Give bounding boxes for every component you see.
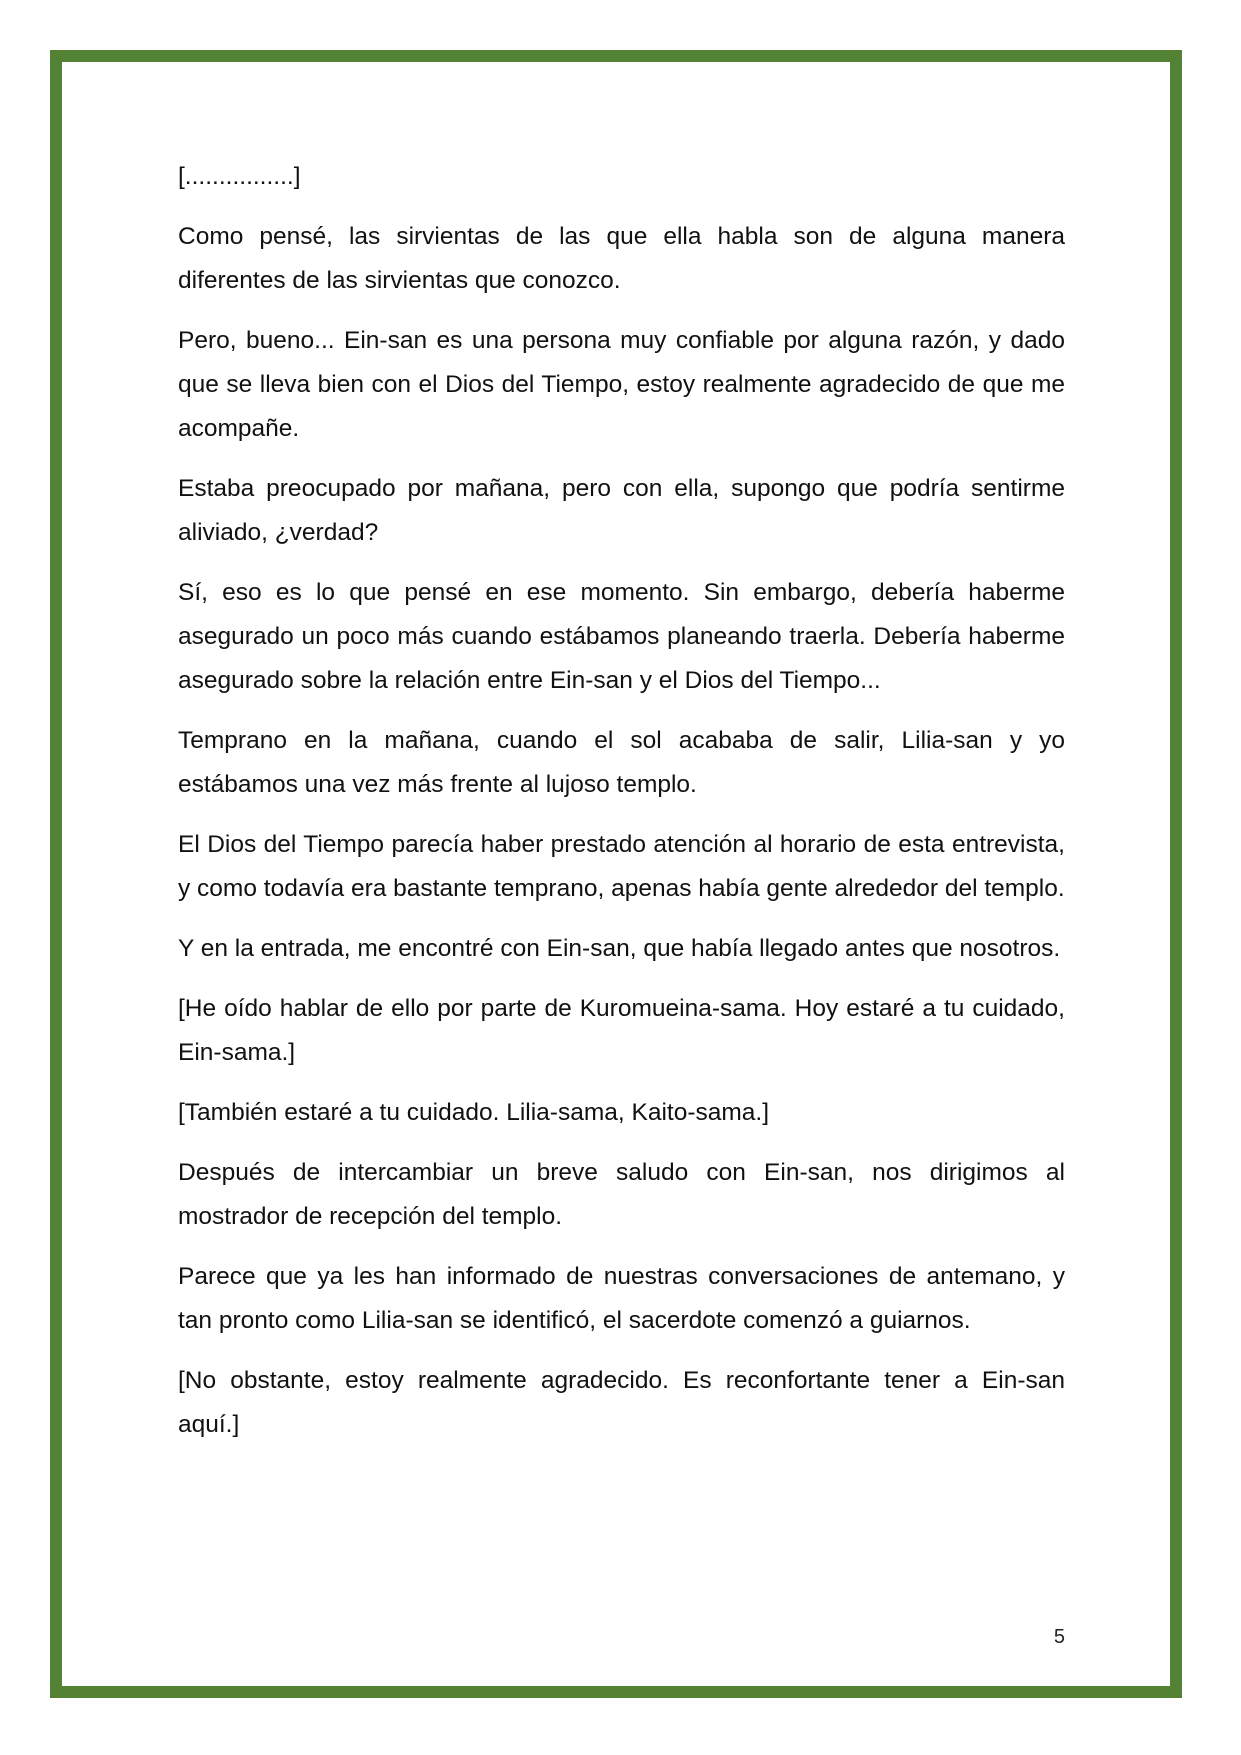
paragraph-6: Temprano en la mañana, cuando el sol acababa de salir, Lilia-san y yo estábamos una vez más frente al lujoso templo. — [178, 727, 1065, 798]
paragraph-4: Estaba preocupado por mañana, pero con ella, supongo que podría sentirme aliviado, ¿verdad? — [178, 475, 1065, 546]
paragraph-13: [No obstante, estoy realmente agradecido. Es reconfortante tener a Ein-san aquí.] — [178, 1367, 1065, 1438]
paragraph-11: Después de intercambiar un breve saludo con Ein-san, nos dirigimos al mostrador de recepción del templo. — [178, 1159, 1065, 1230]
paragraph-1: [................] — [178, 163, 301, 190]
paragraph-9: [He oído hablar de ello por parte de Kuromueina-sama. Hoy estaré a tu cuidado, Ein-sama.] — [178, 995, 1065, 1066]
paragraph-7: El Dios del Tiempo parecía haber prestado atención al horario de esta entrevista, y como todavía era bastante temprano, apenas había gente alrededor del templo. — [178, 831, 1065, 902]
paragraph-2: Como pensé, las sirvientas de las que ella habla son de alguna manera diferentes de las sirvientas que conozco. — [178, 223, 1065, 294]
paragraph-12: Parece que ya les han informado de nuestras conversaciones de antemano, y tan pronto como Lilia-san se identificó, el sacerdote comenzó a guiarnos. — [178, 1263, 1065, 1334]
paragraph-5: Sí, eso es lo que pensé en ese momento. Sin embargo, debería haberme asegurado un poco más cuando estábamos planeando traerla. Debería haberme asegurado sobre la relación entre Ein-san y el Dios del Tiempo... — [178, 579, 1065, 694]
paragraph-10: [También estaré a tu cuidado. Lilia-sama, Kaito-sama.] — [178, 1099, 770, 1126]
document-body — [178, 155, 1065, 1463]
page-number: 5 — [1053, 1626, 1065, 1648]
paragraph-3: Pero, bueno... Ein-san es una persona muy confiable por alguna razón, y dado que se lleva bien con el Dios del Tiempo, estoy realmente agradecido de que me acompañe. — [178, 327, 1065, 442]
paragraph-8: Y en la entrada, me encontré con Ein-san, que había llegado antes que nosotros. — [178, 935, 1061, 962]
